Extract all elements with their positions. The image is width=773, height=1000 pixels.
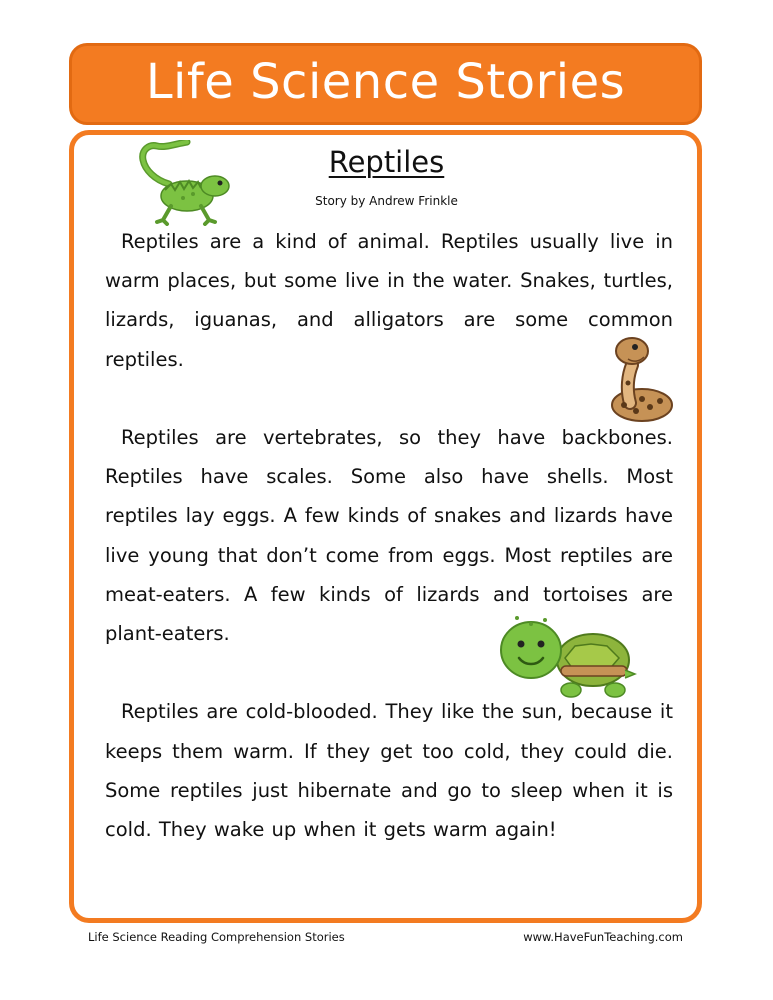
story-byline: Story by Andrew Frinkle bbox=[315, 194, 458, 208]
footer-website-link[interactable]: www.HaveFunTeaching.com bbox=[523, 930, 683, 944]
story-body bbox=[105, 222, 673, 849]
header-banner bbox=[69, 43, 702, 125]
story-paragraph: Reptiles are a kind of animal. Reptiles usually live in warm places, but some live in the water. Snakes, turtles, lizards, iguanas, and alligators are some common reptiles. bbox=[105, 230, 673, 371]
story-title: Reptiles bbox=[328, 145, 445, 179]
story-paragraph: Reptiles are vertebrates, so they have backbones. Reptiles have scales. Some also have shells. Most reptiles lay eggs. A few kinds of snakes and lizards have live young that don’t come from eggs. Most reptiles are meat-eaters. A few kinds of lizards and tortoises are plant-eaters. bbox=[105, 426, 673, 646]
story-paragraph: Reptiles are cold-blooded. They like the sun, because it keeps them warm. If they get too cold, they could die. Some reptiles just hibernate and go to sleep when it is cold. They wake up when it gets warm again! bbox=[105, 700, 673, 842]
footer-series-label: Life Science Reading Comprehension Stories bbox=[88, 930, 345, 944]
page-title: Life Science Stories bbox=[145, 54, 626, 110]
